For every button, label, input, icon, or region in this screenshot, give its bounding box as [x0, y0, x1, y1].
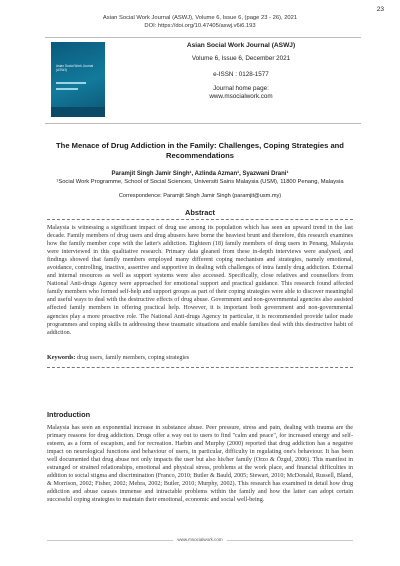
homepage-link[interactable]: www.msocialwork.com: [209, 92, 273, 100]
cover-decoration: [56, 82, 86, 84]
citation-line: Asian Social Work Journal (ASWJ), Volume 6, Issue 6, (page 23 - 26), 2021: [102, 15, 298, 21]
article-title-line: The Menace of Drug Addiction in the Family: Challenges, Coping Strategies and: [56, 141, 344, 150]
journal-header-box: [45, 37, 361, 124]
journal-info: [141, 42, 341, 101]
running-head: [0, 14, 400, 30]
keywords-label: Keywords:: [47, 355, 76, 361]
journal-name: Asian Social Work Journal (ASWJ): [186, 42, 296, 49]
abstract-heading: Abstract: [185, 208, 215, 217]
journal-eissn: e-ISSN : 0128-1577: [213, 71, 269, 79]
abstract-text: Malaysia is witnessing a significant impact of drug use among its population which has seen an upward trend in the last decade. Family members of drug users and drug abusers have borne the heaviest brunt and therefore, this research examines how the family member cope with the latter's addiction. Eighteen (18) family members of drug users in Penang, Malaysia were interviewed in this qualitative research. Primary data gleaned from these in-depth interviews were analysed, and findings showed that family members employed many different coping mechanism and strategies, namely emotional, avoidance, controlling, inactive, assertive and supportive in dealing with challenges of intra family drug addiction. External and internal resources as well as support systems were also accessed. Specifically, close relatives and counsellors from National Anti-drugs Agency were approached for emotional support and practical guidance. This research found affected family members who formed self-help and support groups as part of their coping strategies were able to discover meaningful and useful ways to deal with the destructive effects of drug abuse. Government and non-governmental agencies also assisted affected family members in offering practical help. However, it is important both government and non-governmental agencies play a more proactive role. The National Anti-drugs Agency in particular, it is recommended provide tailor made programmes and coping skills in addressing these traumatic situations and enable families deal with this destructive habit of addiction.: [47, 225, 353, 336]
cover-title: Asian Social Work Journal (ASWJ): [56, 64, 94, 72]
divider: [47, 219, 353, 220]
article-title-line: Recommendations: [166, 151, 234, 160]
introduction-text: Malaysia has seen an exponential increase in substance abuse. Peer pressure, stress and pain, dealing with trauma are the primary reasons for drug addiction. Drugs offer a way out to users to find "calm and peace", for increased energy and self-esteem, as a form of escapism, and for recreation. Harbin and Murphy (2000) reported that drug addiction has a negative impact on neurological functions and behaviour of users, in particular, difficulty in regulating one's behaviour. It has been well documented that drug abuse not only impacts the user but also his/her family (Orzo & Özgul, 2006). This manifest in estranged or strained relationships, emotional and physical stress, problems at the work place, and financial difficulties in addition to social stigma and discrimination (Franco, 2010; Butler & Bauld, 2005; Stewart, 2010; McDonald, Russell, Bland, & Morrison, 2002; Fisher, 2002; Mehra, 2002; Butler, 2010; Murphy, 2002). This research has examined in detail how drug addiction and abuse causes immense and intractable problems within the family and how the latter can adopt certain successful coping strategies to maintain their emotional, economic and social well-being.: [47, 425, 353, 504]
correspondence: Correspondence: Paramjit Singh Jamir Singh (paramjit@usm.my): [118, 193, 282, 199]
footer: [0, 537, 400, 542]
author-block: [20, 171, 380, 186]
journal-issue: Volume 6, Issue 6, December 2021: [191, 55, 291, 63]
journal-cover-image: [51, 42, 105, 117]
cover-footer-band: [51, 107, 105, 117]
homepage-label: Journal home page:: [213, 84, 269, 92]
section-heading-introduction: Introduction: [47, 410, 91, 419]
keywords: [47, 355, 189, 361]
divider: [47, 367, 353, 368]
author-affiliation: ¹Social Work Programme, School of Social Sciences, Universiti Sains Malaysia (USM), 11800 Penang, Malaysia: [56, 178, 344, 185]
cover-decoration: [56, 88, 78, 90]
page-number: 23: [376, 6, 384, 13]
footer-url-link[interactable]: www.msocialwork.com: [173, 537, 226, 542]
author-names: Paramjit Singh Jamir Singh¹, Azlinda Azman¹, Syazwani Drani¹: [111, 171, 289, 177]
keywords-text: drug users, family members, coping strategies: [76, 355, 190, 361]
article-title: [30, 141, 370, 161]
doi-link[interactable]: DOI: https://doi.org/10.47405/aswj.v6i6.193: [144, 23, 256, 29]
